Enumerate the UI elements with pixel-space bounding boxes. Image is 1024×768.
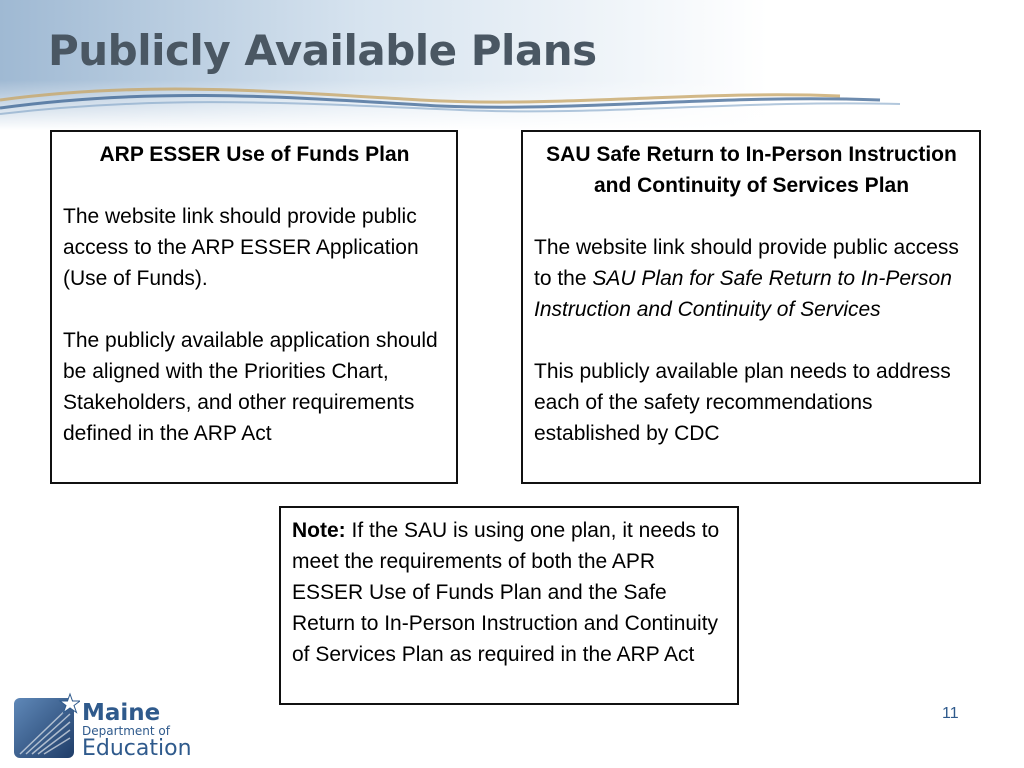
arp-esser-plan-paragraph-1: The website link should provide public access to the ARP ESSER Application (Use of Funds). [63, 205, 419, 290]
page-number: 11 [942, 705, 959, 722]
plan-name-italic: SAU Plan for Safe Return to In-Person Instruction and Continuity of Services [534, 267, 952, 321]
note-text: If the SAU is using one plan, it needs to meet the requirements of both the APR ESSER Use of Funds Plan and the Safe Return to In-Person Instruction and Continuity of Services Plan as required in the ARP Act [292, 519, 720, 666]
arp-esser-plan-paragraph-2: The publicly available application should be aligned with the Priorities Chart, Stakeholders, and other requirements defined in the ARP Act [63, 329, 438, 445]
sau-safe-return-plan-box [521, 130, 981, 484]
arp-esser-plan-box [50, 130, 458, 484]
maine-doe-logo [14, 692, 214, 762]
sau-safe-return-plan-heading: SAU Safe Return to In-Person Instruction and Continuity of Services Plan [546, 143, 957, 197]
sau-safe-return-plan-paragraph-1 [534, 232, 969, 325]
arp-esser-plan-heading: ARP ESSER Use of Funds Plan [99, 143, 410, 166]
paragraph-prefix: The website link should provide public access to the [534, 236, 959, 290]
logo-emblem-icon [14, 692, 80, 758]
note-label: Note: [292, 519, 346, 542]
logo-line-education: Education [82, 736, 192, 761]
logo-wordmark [82, 702, 192, 760]
sau-safe-return-plan-paragraph-2: This publicly available plan needs to address each of the safety recommendations established by CDC [534, 360, 951, 445]
note-paragraph [292, 515, 727, 670]
slide-title: Publicly Available Plans [48, 26, 597, 75]
logo-line-maine: Maine [82, 700, 161, 726]
note-box [279, 506, 739, 705]
logo-line-department: Department of [82, 724, 170, 738]
